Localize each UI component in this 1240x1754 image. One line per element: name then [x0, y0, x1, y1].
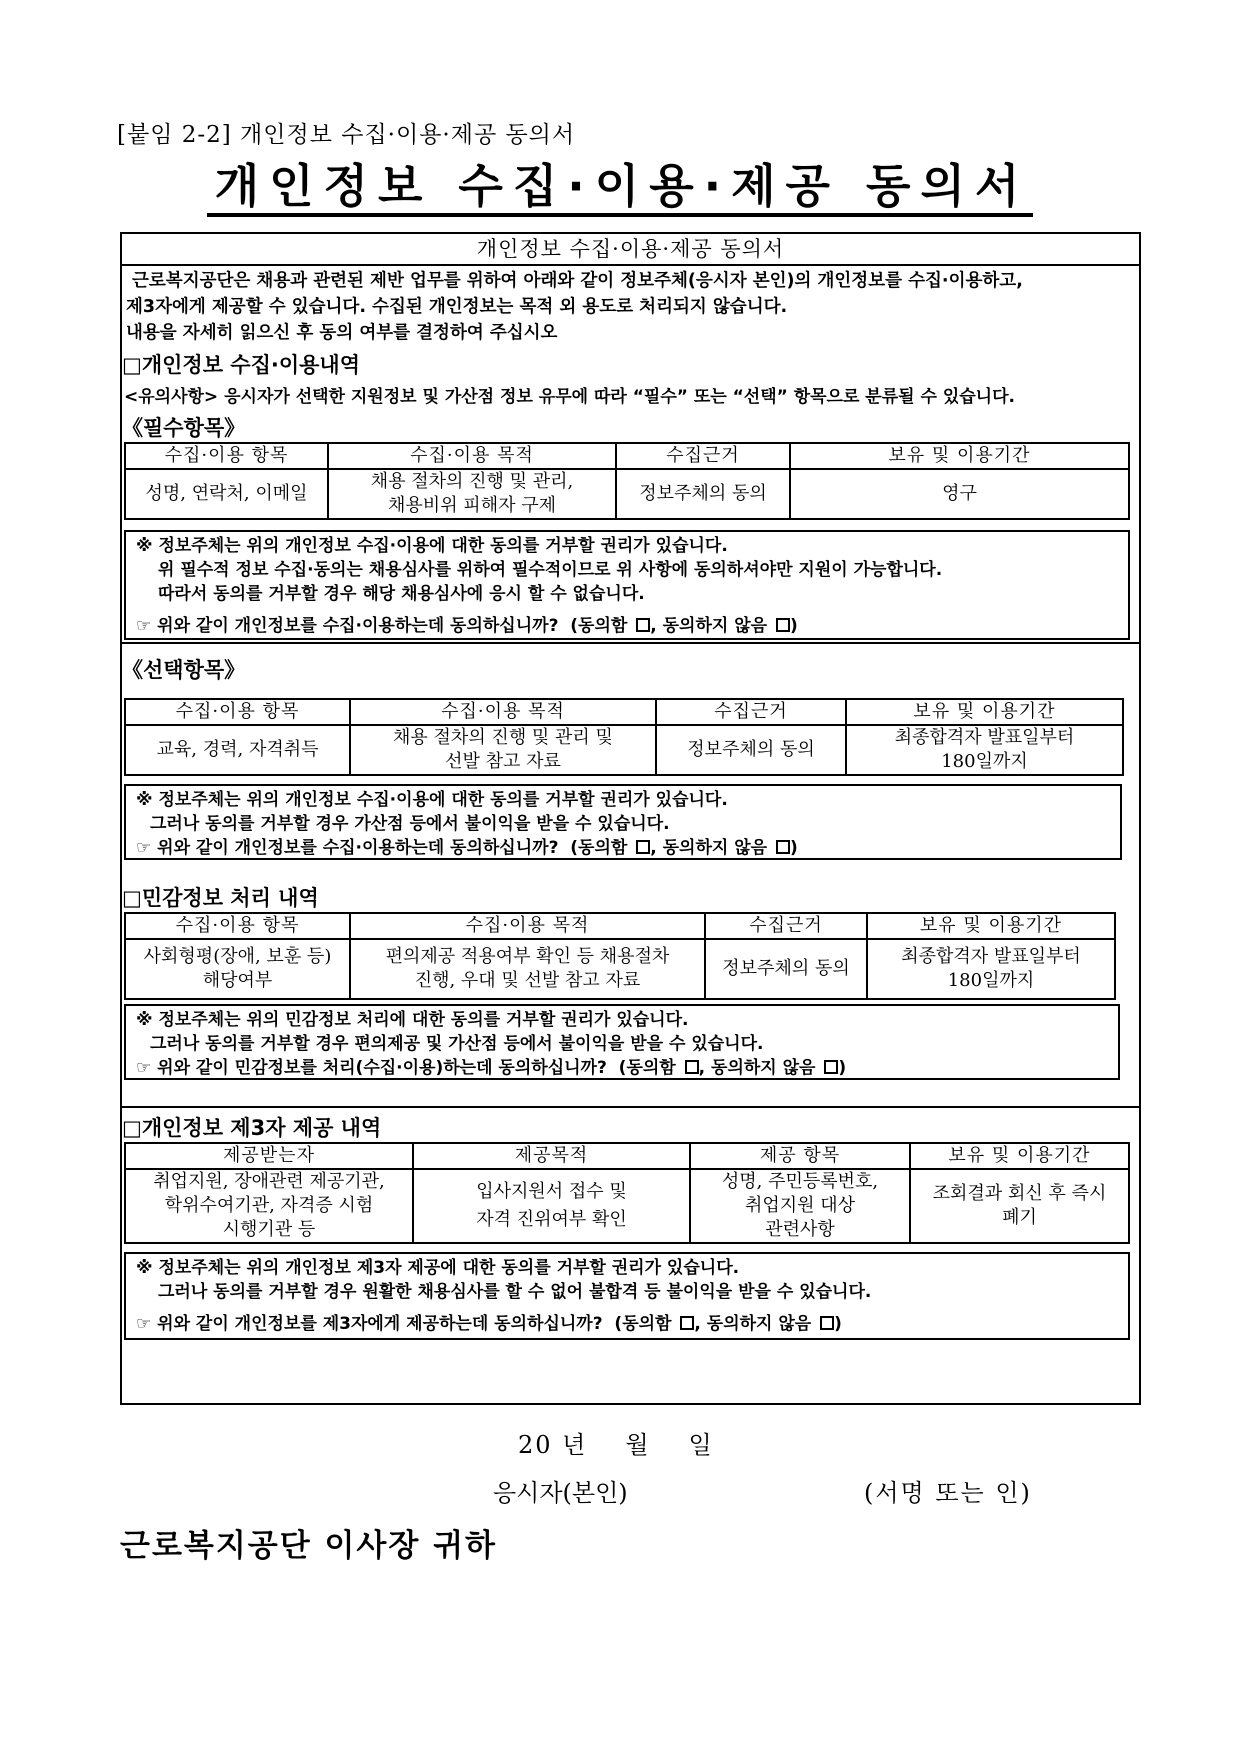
items-line: 성명, 주민등록번호,: [721, 1171, 879, 1192]
consent-line: ※ 정보주체는 위의 개인정보 수집·이용에 대한 동의를 거부할 권리가 있습니다.: [136, 790, 728, 810]
purpose-line: 선발 참고 자료: [445, 751, 561, 772]
required-table: [124, 442, 1130, 520]
column-header: 보유 및 이용기간: [867, 913, 1115, 939]
column-header: 보유 및 이용기간: [910, 1143, 1129, 1169]
column-header: 보유 및 이용기간: [790, 443, 1129, 469]
period-line: 최종합격자 발표일부터: [901, 946, 1081, 967]
consent-question: ☞ 위와 같이 개인정보를 제3자에게 제공하는데 동의하십니까?: [136, 1314, 603, 1334]
items-line: 해당여부: [202, 970, 273, 991]
items-line: 사회형평(장애, 보훈 등): [143, 946, 332, 967]
consent-line: ※ 정보주체는 위의 민감정보 처리에 대한 동의를 거부할 권리가 있습니다.: [136, 1010, 689, 1030]
consent-question: ☞ 위와 같이 개인정보를 수집·이용하는데 동의하십니까?: [136, 838, 559, 858]
consent-question-row: [136, 1312, 1120, 1336]
attachment-label: [붙임 2-2] 개인정보 수집·이용·제공 동의서: [117, 122, 576, 148]
cell-period: [846, 725, 1123, 775]
column-header: 보유 및 이용기간: [846, 699, 1123, 725]
sensitive-table: [124, 912, 1116, 1000]
paren-close: ): [838, 1058, 847, 1078]
agree-label: (동의함: [570, 616, 628, 636]
agree-label: (동의함: [614, 1314, 672, 1334]
form-header: 개인정보 수집·이용·제공 동의서: [122, 234, 1139, 266]
column-header: 수집·이용 항목: [125, 913, 350, 939]
section-divider: [122, 642, 1139, 644]
period-line: 조회결과 회신 후 즉시: [932, 1183, 1107, 1204]
intro-line-1: 근로복지공단은 채용과 관련된 제반 업무를 위하여 아래와 같이 정보주체(응시자 본인)의 개인정보를 수집·이용하고,: [132, 271, 1023, 291]
cell-items: [125, 939, 350, 999]
agree-checkbox[interactable]: [685, 1060, 699, 1074]
paren-close: ): [790, 616, 798, 636]
third-party-consent-box: [124, 1252, 1130, 1340]
cell-basis: 정보주체의 동의: [616, 469, 790, 519]
disagree-label: , 동의하지 않음: [650, 838, 768, 858]
third-party-section-title: □개인정보 제3자 제공 내역: [122, 1116, 382, 1140]
cell-items: 성명, 연락처, 이메일: [125, 469, 328, 519]
paren-close: ): [790, 838, 798, 858]
agree-checkbox[interactable]: [680, 1316, 694, 1330]
disagree-checkbox[interactable]: [776, 840, 790, 854]
purpose-line: 진행, 우대 및 선발 참고 자료: [414, 970, 641, 991]
period-line: 180일까지: [947, 970, 1035, 991]
optional-section-title: 《선택항목》: [122, 658, 246, 682]
consent-question: ☞ 위와 같이 개인정보를 수집·이용하는데 동의하십니까?: [136, 616, 559, 636]
column-header: 수집·이용 항목: [125, 443, 328, 469]
purpose-line: 편의제공 적용여부 확인 등 채용절차: [385, 946, 670, 967]
table-header-row: [125, 1143, 1129, 1169]
page-title: [0, 158, 1240, 214]
recipient-line: 근로복지공단 이사장 귀하: [120, 1528, 497, 1564]
agree-checkbox[interactable]: [636, 840, 650, 854]
disagree-label: , 동의하지 않음: [698, 1058, 816, 1078]
date-year: 20 년: [518, 1431, 588, 1459]
column-header: 수집·이용 항목: [125, 699, 350, 725]
required-section-title: 《필수항목》: [122, 416, 246, 440]
table-row: [125, 1169, 1129, 1243]
cell-items: 교육, 경력, 자격취득: [125, 725, 350, 775]
page-title-text: 개인정보 수집·이용·제공 동의서: [207, 159, 1034, 217]
sensitive-consent-box: [124, 1004, 1120, 1080]
recipient-line: 시행기관 등: [222, 1219, 316, 1240]
intro-line-2: 제3자에게 제공할 수 있습니다. 수집된 개인정보는 목적 외 용도로 처리되지 않습니다.: [126, 297, 788, 317]
agree-label: (동의함: [570, 838, 628, 858]
consent-line: 위 필수적 정보 수집·동의는 채용심사를 위하여 필수적이므로 위 사항에 동의하셔야만 지원이 가능합니다.: [158, 560, 943, 580]
purpose-line: 채용 절차의 진행 및 관리 및: [393, 727, 613, 748]
column-header: 수집·이용 목적: [350, 699, 656, 725]
column-header: 수집근거: [616, 443, 790, 469]
cell-period: 영구: [790, 469, 1129, 519]
period-line: 180일까지: [941, 751, 1028, 772]
table-row: [125, 939, 1115, 999]
consent-question-row: [136, 614, 1120, 638]
date-month: 월: [625, 1431, 651, 1459]
consent-line: 그러나 동의를 거부할 경우 가산점 등에서 불이익을 받을 수 있습니다.: [150, 814, 670, 834]
table-header-row: [125, 699, 1123, 725]
table-row: [125, 469, 1129, 519]
cell-items: [690, 1169, 910, 1243]
cell-purpose: [413, 1169, 690, 1243]
section-divider: [122, 1106, 1139, 1108]
consent-question-row: [136, 836, 1112, 860]
column-header: 수집·이용 목적: [328, 443, 616, 469]
consent-question: ☞ 위와 같이 민감정보를 처리(수집·이용)하는데 동의하십니까?: [136, 1058, 607, 1078]
table-header-row: [125, 913, 1115, 939]
purpose-line: 자격 진위여부 확인: [476, 1209, 627, 1230]
column-header: 수집근거: [656, 699, 846, 725]
applicant-label: 응시자(본인): [493, 1479, 628, 1507]
items-line: 취업지원 대상: [744, 1195, 856, 1216]
period-line: 최종합격자 발표일부터: [894, 727, 1075, 748]
disagree-label: , 동의하지 않음: [694, 1314, 812, 1334]
third-party-table: [124, 1142, 1130, 1244]
recipient-line: 취업지원, 장애관련 제공기관,: [153, 1171, 385, 1192]
consent-line: ※ 정보주체는 위의 개인정보 제3자 제공에 대한 동의를 거부할 권리가 있습니다.: [136, 1258, 740, 1278]
disagree-checkbox[interactable]: [820, 1316, 834, 1330]
paren-close: ): [834, 1314, 842, 1334]
purpose-line: 입사지원서 접수 및: [476, 1181, 627, 1202]
cell-period: [867, 939, 1115, 999]
column-header: 수집·이용 목적: [350, 913, 705, 939]
purpose-line: 채용비위 피해자 구제: [388, 495, 556, 516]
table-header-row: [125, 443, 1129, 469]
items-line: 관련사항: [765, 1219, 835, 1240]
column-header: 제공 항목: [690, 1143, 910, 1169]
sensitive-section-title: □민감정보 처리 내역: [122, 886, 319, 910]
cell-basis: 정보주체의 동의: [705, 939, 867, 999]
cell-purpose: [350, 939, 705, 999]
disagree-label: , 동의하지 않음: [650, 616, 768, 636]
cell-purpose: [328, 469, 616, 519]
cell-recipient: [125, 1169, 413, 1243]
consent-question-row: [136, 1056, 1110, 1080]
disagree-checkbox[interactable]: [824, 1060, 838, 1074]
cell-purpose: [350, 725, 656, 775]
optional-table: [124, 698, 1124, 776]
consent-line: 따라서 동의를 거부할 경우 해당 채용심사에 응시 할 수 없습니다.: [158, 584, 645, 604]
date-line: [518, 1425, 752, 1460]
consent-form: [120, 232, 1141, 1405]
signature-label: (서명 또는 인): [864, 1479, 1032, 1507]
collection-note: <유의사항> 응시자가 선택한 지원정보 및 가산점 정보 유무에 따라 “필수” 또는 “선택” 항목으로 분류될 수 있습니다.: [124, 387, 1015, 407]
column-header: 제공목적: [413, 1143, 690, 1169]
agree-label: (동의함: [618, 1058, 676, 1078]
intro-text: [122, 266, 1139, 346]
required-consent-box: [124, 530, 1130, 640]
period-line: 폐기: [1002, 1207, 1037, 1228]
cell-basis: 정보주체의 동의: [656, 725, 846, 775]
column-header: 수집근거: [705, 913, 867, 939]
purpose-line: 채용 절차의 진행 및 관리,: [370, 471, 574, 492]
cell-period: [910, 1169, 1129, 1243]
column-header: 제공받는자: [125, 1143, 413, 1169]
optional-consent-box: [124, 784, 1122, 860]
table-row: [125, 725, 1123, 775]
date-day: 일: [688, 1431, 714, 1459]
disagree-checkbox[interactable]: [776, 618, 790, 632]
recipient-line: 학위수여기관, 자격증 시험: [164, 1195, 374, 1216]
agree-checkbox[interactable]: [636, 618, 650, 632]
consent-line: 그러나 동의를 거부할 경우 편의제공 및 가산점 등에서 불이익을 받을 수 있습니다.: [150, 1034, 764, 1054]
collection-section-title: □개인정보 수집·이용내역: [122, 353, 360, 377]
consent-line: ※ 정보주체는 위의 개인정보 수집·이용에 대한 동의를 거부할 권리가 있습니다.: [136, 536, 728, 556]
intro-line-3: 내용을 자세히 읽으신 후 동의 여부를 결정하여 주십시오: [126, 323, 558, 343]
consent-line: 그러나 동의를 거부할 경우 원활한 채용심사를 할 수 없어 불합격 등 불이익을 받을 수 있습니다.: [158, 1282, 872, 1302]
